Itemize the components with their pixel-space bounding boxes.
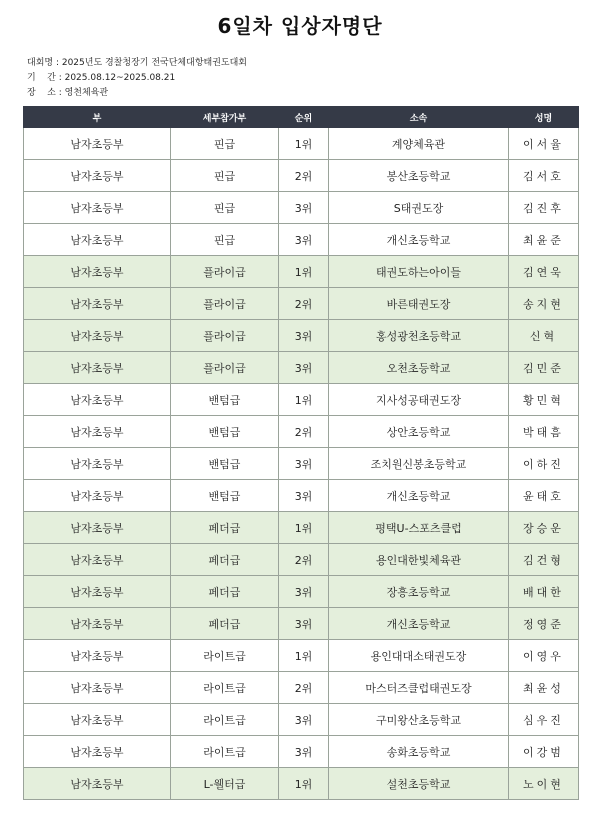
cell-name: 최윤성: [509, 672, 579, 704]
event-name-value: 2025년도 경찰청장기 전국단체대항태권도대회: [61, 58, 247, 68]
table-row: [24, 608, 579, 640]
cell-name: 황민혁: [509, 384, 579, 416]
cell-affiliation: 용인대대소태권도장: [329, 640, 509, 672]
table-row: [24, 352, 579, 384]
cell-name: 김민준: [509, 352, 579, 384]
cell-name: 이서율: [509, 128, 579, 160]
cell-category: 플라이급: [171, 352, 279, 384]
cell-rank: 3위: [279, 320, 329, 352]
cell-name: 이강범: [509, 736, 579, 768]
cell-division: 남자초등부: [24, 704, 171, 736]
cell-division: 남자초등부: [24, 160, 171, 192]
cell-affiliation: 오천초등학교: [329, 352, 509, 384]
cell-category: 페더급: [171, 576, 279, 608]
column-header-name: 성명: [509, 107, 579, 128]
cell-rank: 1위: [279, 384, 329, 416]
cell-division: 남자초등부: [24, 192, 171, 224]
table-row: [24, 288, 579, 320]
cell-category: 플라이급: [171, 320, 279, 352]
cell-division: 남자초등부: [24, 640, 171, 672]
cell-affiliation: 바른태권도장: [329, 288, 509, 320]
cell-rank: 2위: [279, 160, 329, 192]
cell-category: 라이트급: [171, 736, 279, 768]
cell-affiliation: 송화초등학교: [329, 736, 509, 768]
table-row: [24, 736, 579, 768]
cell-affiliation: 홍성광천초등학교: [329, 320, 509, 352]
cell-affiliation: 용인대한빛체육관: [329, 544, 509, 576]
column-header-category: 세부참가부: [171, 107, 279, 128]
cell-rank: 1위: [279, 768, 329, 800]
cell-division: 남자초등부: [24, 512, 171, 544]
cell-name: 이하진: [509, 448, 579, 480]
cell-category: 라이트급: [171, 640, 279, 672]
cell-rank: 3위: [279, 608, 329, 640]
table-row: [24, 128, 579, 160]
cell-category: 페더급: [171, 544, 279, 576]
cell-affiliation: 조치원신봉초등학교: [329, 448, 509, 480]
cell-name: 신혁: [509, 320, 579, 352]
cell-rank: 3위: [279, 192, 329, 224]
table-row: [24, 512, 579, 544]
table-row: [24, 704, 579, 736]
cell-category: 라이트급: [171, 672, 279, 704]
cell-category: 밴텀급: [171, 448, 279, 480]
cell-division: 남자초등부: [24, 256, 171, 288]
cell-rank: 1위: [279, 640, 329, 672]
table-row: [24, 256, 579, 288]
cell-rank: 1위: [279, 256, 329, 288]
cell-category: 밴텀급: [171, 480, 279, 512]
table-row: [24, 416, 579, 448]
cell-division: 남자초등부: [24, 384, 171, 416]
cell-division: 남자초등부: [24, 288, 171, 320]
cell-category: 핀급: [171, 160, 279, 192]
event-name-row: [27, 56, 247, 71]
event-venue-row: [27, 86, 247, 101]
winners-table: [23, 106, 579, 800]
table-row: [24, 448, 579, 480]
table-row: [24, 320, 579, 352]
cell-rank: 1위: [279, 512, 329, 544]
cell-division: 남자초등부: [24, 416, 171, 448]
table-row: [24, 544, 579, 576]
cell-affiliation: 상안초등학교: [329, 416, 509, 448]
table-row: [24, 192, 579, 224]
cell-name: 최윤준: [509, 224, 579, 256]
cell-name: 배대한: [509, 576, 579, 608]
cell-name: 송지현: [509, 288, 579, 320]
event-venue-value: 영천체육관: [64, 88, 109, 98]
cell-affiliation: 개신초등학교: [329, 224, 509, 256]
cell-category: 밴텀급: [171, 416, 279, 448]
cell-name: 정영준: [509, 608, 579, 640]
cell-rank: 3위: [279, 576, 329, 608]
cell-affiliation: 봉산초등학교: [329, 160, 509, 192]
cell-division: 남자초등부: [24, 128, 171, 160]
cell-name: 노이현: [509, 768, 579, 800]
table-row: [24, 160, 579, 192]
cell-name: 박태흠: [509, 416, 579, 448]
event-period-label: 기 간 :: [27, 73, 62, 83]
event-period-value: 2025.08.12~2025.08.21: [64, 73, 176, 83]
column-header-affiliation: 소속: [329, 107, 509, 128]
cell-affiliation: 개신초등학교: [329, 480, 509, 512]
page-title: 6일차 입상자명단: [217, 14, 383, 38]
cell-affiliation: S태권도장: [329, 192, 509, 224]
cell-name: 심우진: [509, 704, 579, 736]
cell-rank: 3위: [279, 736, 329, 768]
cell-name: 김서호: [509, 160, 579, 192]
cell-rank: 2위: [279, 672, 329, 704]
table-row: [24, 768, 579, 800]
table-row: [24, 384, 579, 416]
cell-affiliation: 태권도하는아이들: [329, 256, 509, 288]
cell-name: 이영우: [509, 640, 579, 672]
cell-division: 남자초등부: [24, 544, 171, 576]
cell-rank: 3위: [279, 704, 329, 736]
table-row: [24, 672, 579, 704]
event-name-label: 대회명 :: [27, 58, 59, 68]
table-row: [24, 576, 579, 608]
cell-category: 핀급: [171, 192, 279, 224]
cell-affiliation: 평택U-스포츠클럽: [329, 512, 509, 544]
cell-affiliation: 개신초등학교: [329, 608, 509, 640]
cell-name: 김연욱: [509, 256, 579, 288]
table-row: [24, 640, 579, 672]
cell-rank: 2위: [279, 544, 329, 576]
cell-category: 라이트급: [171, 704, 279, 736]
cell-rank: 3위: [279, 224, 329, 256]
cell-category: 핀급: [171, 224, 279, 256]
cell-division: 남자초등부: [24, 224, 171, 256]
cell-rank: 2위: [279, 416, 329, 448]
cell-name: 김진후: [509, 192, 579, 224]
event-info: [27, 56, 247, 101]
cell-division: 남자초등부: [24, 480, 171, 512]
cell-division: 남자초등부: [24, 352, 171, 384]
cell-category: L-웰터급: [171, 768, 279, 800]
cell-affiliation: 마스터즈클럽태권도장: [329, 672, 509, 704]
cell-rank: 1위: [279, 128, 329, 160]
cell-rank: 3위: [279, 480, 329, 512]
cell-name: 김건형: [509, 544, 579, 576]
cell-category: 플라이급: [171, 256, 279, 288]
cell-division: 남자초등부: [24, 736, 171, 768]
column-header-rank: 순위: [279, 107, 329, 128]
cell-rank: 2위: [279, 288, 329, 320]
cell-rank: 3위: [279, 448, 329, 480]
cell-division: 남자초등부: [24, 672, 171, 704]
table-row: [24, 480, 579, 512]
column-header-division: 부: [24, 107, 171, 128]
cell-category: 밴텀급: [171, 384, 279, 416]
cell-category: 플라이급: [171, 288, 279, 320]
cell-category: 페더급: [171, 608, 279, 640]
cell-category: 핀급: [171, 128, 279, 160]
cell-affiliation: 구미왕산초등학교: [329, 704, 509, 736]
cell-affiliation: 장흥초등학교: [329, 576, 509, 608]
cell-division: 남자초등부: [24, 448, 171, 480]
table-row: [24, 224, 579, 256]
cell-name: 장승운: [509, 512, 579, 544]
cell-rank: 3위: [279, 352, 329, 384]
cell-affiliation: 계양체육관: [329, 128, 509, 160]
cell-category: 페더급: [171, 512, 279, 544]
event-period-row: [27, 71, 247, 86]
event-venue-label: 장 소 :: [27, 88, 62, 98]
table-body: [24, 128, 579, 800]
cell-division: 남자초등부: [24, 576, 171, 608]
cell-division: 남자초등부: [24, 608, 171, 640]
cell-name: 윤태호: [509, 480, 579, 512]
cell-affiliation: 설천초등학교: [329, 768, 509, 800]
cell-division: 남자초등부: [24, 768, 171, 800]
cell-affiliation: 지사성공태권도장: [329, 384, 509, 416]
table-header-row: [24, 107, 579, 128]
cell-division: 남자초등부: [24, 320, 171, 352]
